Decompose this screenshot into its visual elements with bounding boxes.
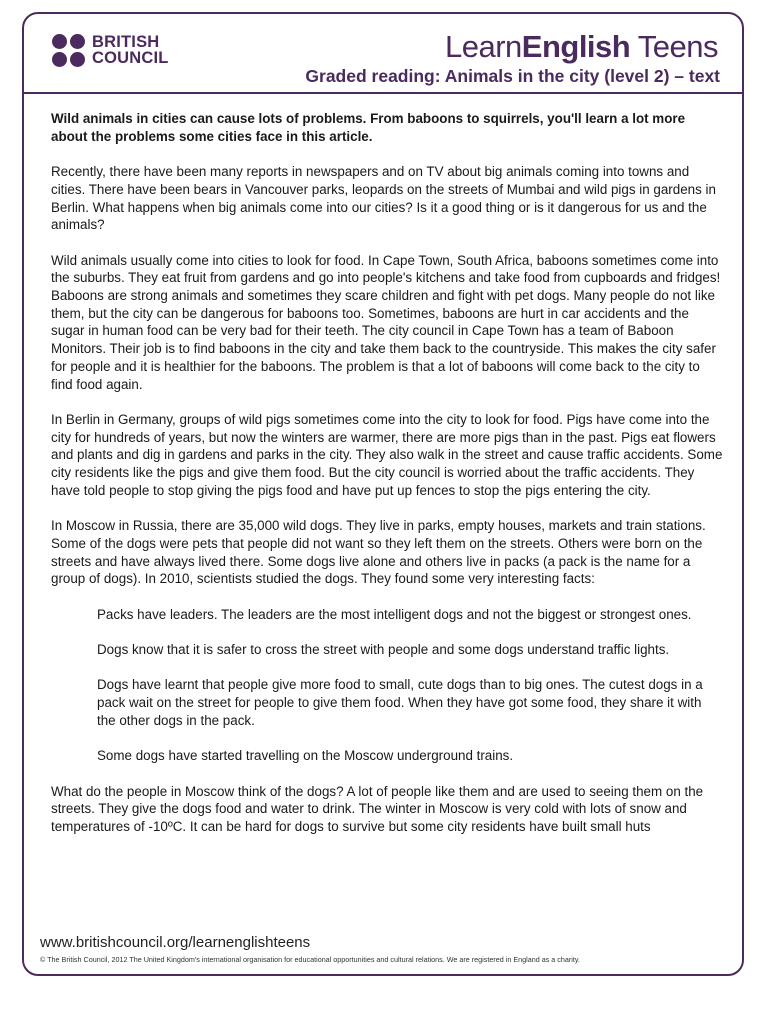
fact-item: Dogs have learnt that people give more food to small, cute dogs than to big ones. The cutest dogs in a pack wait on the street for people to give them food. When they have got some food, they share it with the other dogs in the pack. [97,677,703,728]
paragraph: In Berlin in Germany, groups of wild pigs sometimes come into the city to look for food. Pigs have come into the city for hundreds of years, but now the winters are warmer, there are more pigs than in the past. Pigs eat flowers and plants and dig in gardens and parks in the city. They also walk in the street and cause traffic accidents. Some city residents like the pigs and give them food. But the city council is worried about the traffic accidents. They have told people to stop giving the pigs food and have put up fences to stop the pigs entering the city. [51,411,723,498]
logo-line-1: BRITISH [92,33,160,51]
brand-part-2: English [521,29,631,64]
british-council-logo [52,34,182,70]
brand-part-1: Learn [444,29,522,64]
fact-item: Packs have leaders. The leaders are the most intelligent dogs and not the biggest or strongest ones. [97,606,692,622]
fact-item: Some dogs have started travelling on the Moscow underground trains. [97,748,514,764]
logo-line-2: COUNCIL [92,49,169,67]
page-title: Graded reading: Animals in the city (level 2) – text [305,66,720,86]
paragraph: Recently, there have been many reports in newspapers and on TV about big animals coming into towns and cities. There have been bears in Vancouver parks, leopards on the streets of Mumbai and wild pigs in gardens in Berlin. What happens when big animals come into our cities? Is it a good thing or is it dangerous for us and the animals? [51,164,716,233]
paragraph: Wild animals usually come into cities to look for food. In Cape Town, South Africa, baboons sometimes come into the suburbs. They eat fruit from gardens and go into people's kitchens and take food from cupboards and fridges! Baboons are strong animals and sometimes they scare children and fight with pet dogs. Many people do not like them, but the city can be dangerous for baboons too. Sometimes, baboons are hurt in car accidents and the sugar in human food can be very bad for their teeth. The city council in Cape Town has a team of Baboon Monitors. Their job is to find baboons in the city and take them back to the countryside. This makes the city safer for people and it is healthier for the baboons. The problem is that a lot of baboons will come back to the city to find food again. [51,252,721,392]
paragraph: In Moscow in Russia, there are 35,000 wild dogs. They live in parks, empty houses, markets and train stations. Some of the dogs were pets that people did not want so they left them on the streets. Others were born on the streets and have always lived there. Some dogs live alone and others live in packs (a pack is the name for a group of dogs). In 2010, scientists studied the dogs. They found some very interesting facts: [51,518,706,587]
article-intro: Wild animals in cities can cause lots of problems. From baboons to squirrels, you'll learn a lot more about the problems some cities face in this article. [51,111,686,144]
logo-dots-icon [52,34,88,68]
paragraph: What do the people in Moscow think of the dogs? A lot of people like them and are used to seeing them on the streets. They give the dogs food and water to drink. The winter in Moscow is very cold with lots of snow and temperatures of -10ºC. It can be hard for dogs to survive but some city residents have built small huts [51,783,704,834]
footer-copyright: © The British Council, 2012 The United Kingdom's international organisation for educational opportunities and cultural relations. We are registered in England as a charity. [40,955,580,964]
header-divider [24,92,742,94]
footer-url: www.britishcouncil.org/learnenglishteens [40,934,311,951]
logo-wordmark [92,34,169,66]
fact-item: Dogs know that it is safer to cross the street with people and some dogs understand traffic lights. [97,642,670,657]
brand-part-3: Teens [630,29,718,64]
learnenglish-teens-brand [445,29,718,65]
article-body [51,110,723,853]
